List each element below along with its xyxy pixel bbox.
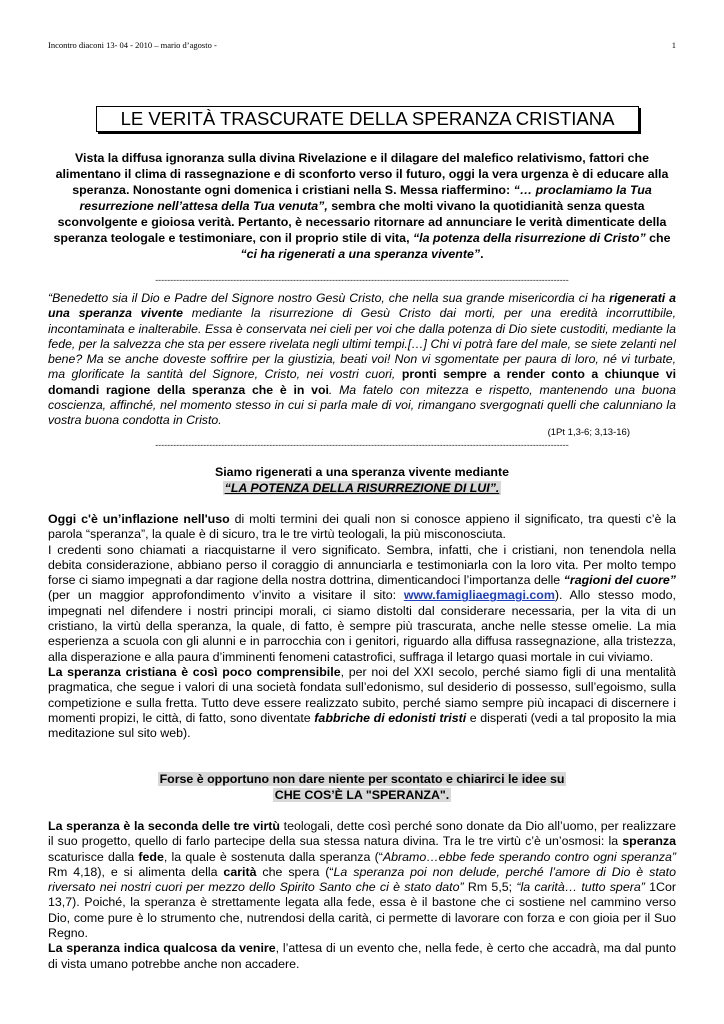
section-heading-line: Forse è opportuno non dare niente per scontato e chiarirci le idee su — [159, 772, 565, 786]
paragraph-text: , per noi del XXI secolo, perché siamo figli di una mentalità pragmatica, che segue i valori di una società fondata sull’edonismo, sul desiderio di possesso, sull’egoismo, sulla competizione e sulla fretta. Tutto deve essere realizzato subito, perché siamo sempre più incapaci di discernere i momenti propizi, le città, di fatto, sono diventate — [48, 664, 676, 725]
section-heading-line: “LA POTENZA DELLA RISURREZIONE DI LUI”. — [224, 480, 500, 495]
paragraph — [48, 543, 676, 665]
italic-citation: La speranza poi non delude, perché l’amore di Dio è stato riversato nei nostri cuori per mezzo dello Spirito Santo che ci è stato dato” — [48, 864, 676, 895]
document-title — [96, 106, 639, 132]
section-heading-2 — [48, 772, 676, 803]
quote-text: “Benedetto sia il Dio e Padre del Signore nostro Gesù Cristo, che nella sua grande misericordia ci ha — [48, 291, 610, 305]
scripture-reference: (1Pt 1,3-6; 3,13-16) — [547, 427, 630, 438]
website-link[interactable]: www.famigliaegmagi.com — [403, 588, 555, 603]
quote-text: . Ma fatelo con mitezza e rispetto, mantenendo una buona coscienza, affinché, nel momento stesso in cui si parla male di voi, rimangano svergognati quelli che calunniano la vostra buona condotta in Cristo. — [48, 382, 677, 428]
intro-text: . — [480, 247, 484, 261]
paragraph-text: teologali, dette così perché sono donate da Dio all’uomo, per realizzare il suo progetto, quello di farlo partecipe della sua stessa natura divina. Tra le tre virtù c’è un’osmosi: la — [48, 819, 677, 849]
quote-text: mediante la risurrezione di Gesù Cristo dai morti, per una eredità incorruttibile, incontaminata e inalterabile. Essa è conservata nei cieli per voi che dalla potenza di Dio siete custoditi, mediante la fede, per la salvezza che sta per essere rivelata negli ultimi tempi.[…] Chi vi potrà fare del male, se siete zelanti nel bene? Ma se anche doveste soffrire per la giustizia, beati voi! Non vi sgomentate per paura di loro, né vi turbate, ma glorificate la santità del Signore, Cristo, nei vostri cuori, — [48, 306, 676, 382]
body-section-1 — [48, 512, 676, 741]
paragraph — [48, 819, 676, 941]
scripture-quote — [48, 291, 676, 429]
bold-italic-phrase: “ragioni del cuore” — [563, 573, 676, 588]
paragraph-text: di molti termini dei quali non si conosce appieno il significato, tra questi c’è la parola “speranza”, la quale è di sicuro, tra le tre virtù teologali, la più misconosciuta. — [48, 512, 676, 542]
paragraph — [48, 665, 676, 741]
bold-word: carità — [223, 864, 257, 879]
title-text: LE VERITÀ TRASCURATE DELLA SPERANZA CRISTIANA — [120, 108, 615, 129]
section-heading-1 — [48, 465, 676, 496]
italic-citation: “la carità… tutto spera” — [516, 880, 645, 895]
intro-text: Vista la diffusa ignoranza sulla divina Rivelazione e il dilagare del malefico relativismo, fattori che alimentano il clima di rassegnazione e di sconforto verso il futuro, oggi la vera urgenza è di educare alla speranza. Nonostante ogni domenica i cristiani nella S. Messa riaffermino: — [55, 151, 669, 197]
bold-word: fede — [138, 849, 164, 864]
quote-emphasis: rigenerati a una speranza vivente — [48, 291, 676, 321]
bold-lead: La speranza cristiana è così poco comprensibile — [48, 664, 341, 679]
paragraph-text: che spera (“ — [256, 864, 334, 879]
paragraph — [48, 941, 676, 972]
paragraph-text: Rm 4,18), e si alimenta della — [48, 864, 224, 879]
intro-quote-1: “… proclamiamo la Tua resurrezione nell’attesa della Tua venuta”, — [79, 183, 652, 213]
bold-lead: La speranza indica qualcosa da venire — [48, 941, 276, 956]
paragraph-text: Rm 5,5; — [463, 880, 517, 895]
dashed-separator: ------------------------------------------------------------------------------------------------------------------------------------------ — [155, 275, 569, 285]
bold-word: speranza — [622, 834, 676, 849]
paragraph-text: , l’attesa di un evento che, nella fede, è certo che accadrà, ma dal punto di vista umano potrebbe anche non accadere. — [48, 941, 676, 971]
bold-italic-phrase: fabbriche di edonisti tristi — [314, 710, 467, 725]
dashed-separator: ------------------------------------------------------------------------------------------------------------------------------------------ — [155, 440, 569, 450]
paragraph-text: scaturisce dalla — [48, 849, 139, 864]
quote-emphasis: pronti sempre a render conto a chiunque vi domandi ragione della speranza che è in voi — [48, 367, 676, 397]
paragraph-text: 1Cor 13,7). Poiché, la speranza è strettamente legata alla fede, essa è il bastone che ci sostiene nel cammino verso Dio, come pure è lo strumento che, nutrendosi della carità, ci permette di lavorare con forza e con gioia per il Suo Regno. — [48, 880, 676, 941]
intro-text: che — [645, 231, 671, 245]
italic-citation: Abramo…ebbe fede sperando contro ogni speranza” — [382, 849, 676, 864]
paragraph — [48, 512, 676, 543]
intro-quote-3: “ci ha rigenerati a una speranza vivente” — [240, 247, 481, 261]
page-header — [48, 40, 676, 50]
paragraph-text: (per un maggior approfondimento v’invito a visitare il sito: — [48, 588, 404, 603]
bold-lead: La speranza è la seconda delle tre virtù — [48, 819, 280, 833]
section-heading-line: CHE COS’È LA "SPERANZA". — [274, 787, 450, 802]
paragraph-text: ). Allo stesso modo, impegnati nel difendere i nostri principi morali, ci siamo distolti dal considerare necessaria, per la vita di un cristiano, la virtù della speranza, la quale, di fatto, è sempre più trascurata, anche nelle stesse omelie. La mia esperienza a scuola con gli alunni e in parrocchia con i genitori, riguardo alla diffusa rassegnazione, alla tristezza, alla disperazione e alla paura d’imminenti fenomeni catastrofici, suffraga il letargo quasi mortale in cui viviamo. — [48, 588, 676, 664]
page-number: 1 — [671, 40, 676, 50]
intro-quote-2: “la potenza della risurrezione di Cristo” — [412, 231, 646, 245]
paragraph-text: e disperati (vedi a tal proposito la mia meditazione sul sito web). — [48, 710, 676, 741]
paragraph-text: , la quale è sostenuta dalla speranza (“ — [163, 849, 383, 864]
paragraph-text: I credenti sono chiamati a riacquistarne il vero significato. Sembra, infatti, che i cristiani, non tenendola nella debita considerazione, abbiano perso il coraggio di annunciarla e testimoniarla con la loro vita. Per molto tempo forse ci siamo impegnati a dar ragione della nostra dottrina, dimenticandoci l’importanza delle — [48, 542, 676, 588]
bold-lead: Oggi c'è un’inflazione nell'uso — [48, 512, 230, 526]
header-text: Incontro diaconi 13- 04 - 2010 – mario d’agosto - — [48, 40, 217, 50]
section-heading-line: Siamo rigenerati a una speranza vivente mediante — [214, 465, 510, 479]
intro-paragraph — [48, 150, 676, 262]
body-section-2 — [48, 819, 676, 972]
intro-text: sembra che molti vivano la quotidianità senza questa sconvolgente e gioiosa verità. Pertanto, è necessario ritornare ad annunciare le verità dimenticate della speranza teologale e testimoniare, con il proprio stile di vita, — [53, 199, 667, 245]
